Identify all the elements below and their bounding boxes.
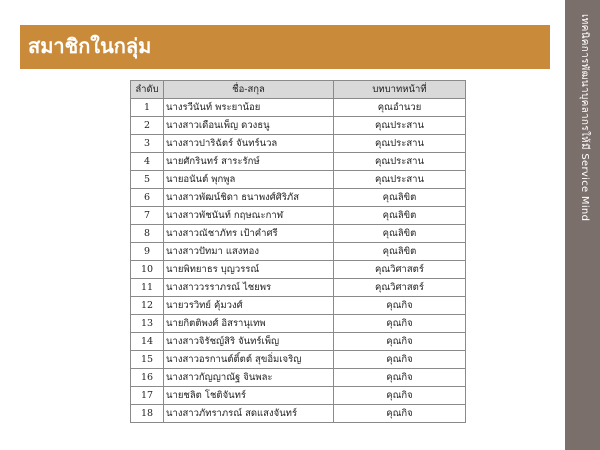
table-row bbox=[131, 207, 466, 225]
member-name-cell: นางสาวเดือนเพ็ญ ดวงธนู bbox=[164, 117, 334, 135]
member-role-cell: คุณลิขิต bbox=[334, 189, 466, 207]
member-name-cell: นางสาวณัชาภัทร เป้าคำศรี bbox=[164, 225, 334, 243]
member-name-cell: นางสาวปัทมา แสงทอง bbox=[164, 243, 334, 261]
member-role-cell: คุณกิจ bbox=[334, 333, 466, 351]
member-name-cell: นายชลิต โชติจันทร์ bbox=[164, 387, 334, 405]
header-order: ลำดับ bbox=[131, 81, 164, 99]
row-number-cell: 11 bbox=[131, 279, 164, 297]
table-row bbox=[131, 369, 466, 387]
member-role-cell: คุณลิขิต bbox=[334, 225, 466, 243]
side-bar bbox=[565, 0, 600, 450]
table-row bbox=[131, 99, 466, 117]
member-role-cell: คุณกิจ bbox=[334, 387, 466, 405]
table-row bbox=[131, 153, 466, 171]
side-caption: เทคนิคการพัฒนาบุคลากรให้มี Service Mind bbox=[579, 14, 590, 222]
row-number-cell: 7 bbox=[131, 207, 164, 225]
table-row bbox=[131, 387, 466, 405]
row-number-cell: 6 bbox=[131, 189, 164, 207]
table-row bbox=[131, 279, 466, 297]
member-role-cell: คุณประสาน bbox=[334, 117, 466, 135]
row-number-cell: 4 bbox=[131, 153, 164, 171]
row-number-cell: 12 bbox=[131, 297, 164, 315]
member-name-cell: นายอนันต์ พุกพูล bbox=[164, 171, 334, 189]
member-role-cell: คุณวิศาสตร์ bbox=[334, 279, 466, 297]
member-name-cell: นายศักรินทร์ สาระรักษ์ bbox=[164, 153, 334, 171]
member-name-cell: นางสาววรราภรณ์ ไชยพร bbox=[164, 279, 334, 297]
row-number-cell: 13 bbox=[131, 315, 164, 333]
member-role-cell: คุณกิจ bbox=[334, 315, 466, 333]
table-row bbox=[131, 351, 466, 369]
member-role-cell: คุณลิขิต bbox=[334, 207, 466, 225]
member-role-cell: คุณกิจ bbox=[334, 405, 466, 423]
member-name-cell: นายกิตติพงศ์ อิสรานุเทพ bbox=[164, 315, 334, 333]
member-name-cell: นางสาวกัญญาณัฐ จินพละ bbox=[164, 369, 334, 387]
member-name-cell: นางสาวพัชนันท์ กฤษณะกาฬ bbox=[164, 207, 334, 225]
table-row bbox=[131, 315, 466, 333]
row-number-cell: 16 bbox=[131, 369, 164, 387]
table-row bbox=[131, 243, 466, 261]
title-bar bbox=[20, 25, 550, 69]
member-role-cell: คุณประสาน bbox=[334, 171, 466, 189]
row-number-cell: 18 bbox=[131, 405, 164, 423]
member-role-cell: คุณประสาน bbox=[334, 135, 466, 153]
member-role-cell: คุณกิจ bbox=[334, 297, 466, 315]
member-role-cell: คุณประสาน bbox=[334, 153, 466, 171]
table-row bbox=[131, 117, 466, 135]
member-role-cell: คุณอำนวย bbox=[334, 99, 466, 117]
header-role: บทบาทหน้าที่ bbox=[334, 81, 466, 99]
row-number-cell: 10 bbox=[131, 261, 164, 279]
row-number-cell: 9 bbox=[131, 243, 164, 261]
table-row bbox=[131, 171, 466, 189]
table-header-row bbox=[131, 81, 466, 99]
member-role-cell: คุณวิศาสตร์ bbox=[334, 261, 466, 279]
table-row bbox=[131, 405, 466, 423]
member-role-cell: คุณลิขิต bbox=[334, 243, 466, 261]
header-name: ชื่อ-สกุล bbox=[164, 81, 334, 99]
member-role-cell: คุณกิจ bbox=[334, 369, 466, 387]
members-table bbox=[130, 80, 466, 423]
table-row bbox=[131, 297, 466, 315]
slide-title: สมาชิกในกลุ่ม bbox=[28, 34, 152, 58]
member-name-cell: นางสาวปาริฉัตร์ จันทร์นวล bbox=[164, 135, 334, 153]
table-row bbox=[131, 135, 466, 153]
member-name-cell: นางสาวอรกานต์ติ์ตต์ สุขอิ่มเจริญ bbox=[164, 351, 334, 369]
member-name-cell: นางสาวจิรัชญ์สิริ จันทร์เพ็ญ bbox=[164, 333, 334, 351]
row-number-cell: 1 bbox=[131, 99, 164, 117]
member-name-cell: นางรวีนันท์ พระยาน้อย bbox=[164, 99, 334, 117]
row-number-cell: 15 bbox=[131, 351, 164, 369]
table-row bbox=[131, 189, 466, 207]
row-number-cell: 8 bbox=[131, 225, 164, 243]
row-number-cell: 14 bbox=[131, 333, 164, 351]
member-name-cell: นางสาวพัฒน์ชิดา ธนาพงศ์ศิริภัส bbox=[164, 189, 334, 207]
member-name-cell: นายพิทยาธร บุญวรรณ์ bbox=[164, 261, 334, 279]
member-role-cell: คุณกิจ bbox=[334, 351, 466, 369]
member-name-cell: นางสาวภัทราภรณ์ สดแสงจันทร์ bbox=[164, 405, 334, 423]
table-row bbox=[131, 225, 466, 243]
row-number-cell: 17 bbox=[131, 387, 164, 405]
row-number-cell: 5 bbox=[131, 171, 164, 189]
row-number-cell: 2 bbox=[131, 117, 164, 135]
table-row bbox=[131, 333, 466, 351]
row-number-cell: 3 bbox=[131, 135, 164, 153]
member-name-cell: นายวรวิทย์ คุ้มวงศ์ bbox=[164, 297, 334, 315]
table-row bbox=[131, 261, 466, 279]
